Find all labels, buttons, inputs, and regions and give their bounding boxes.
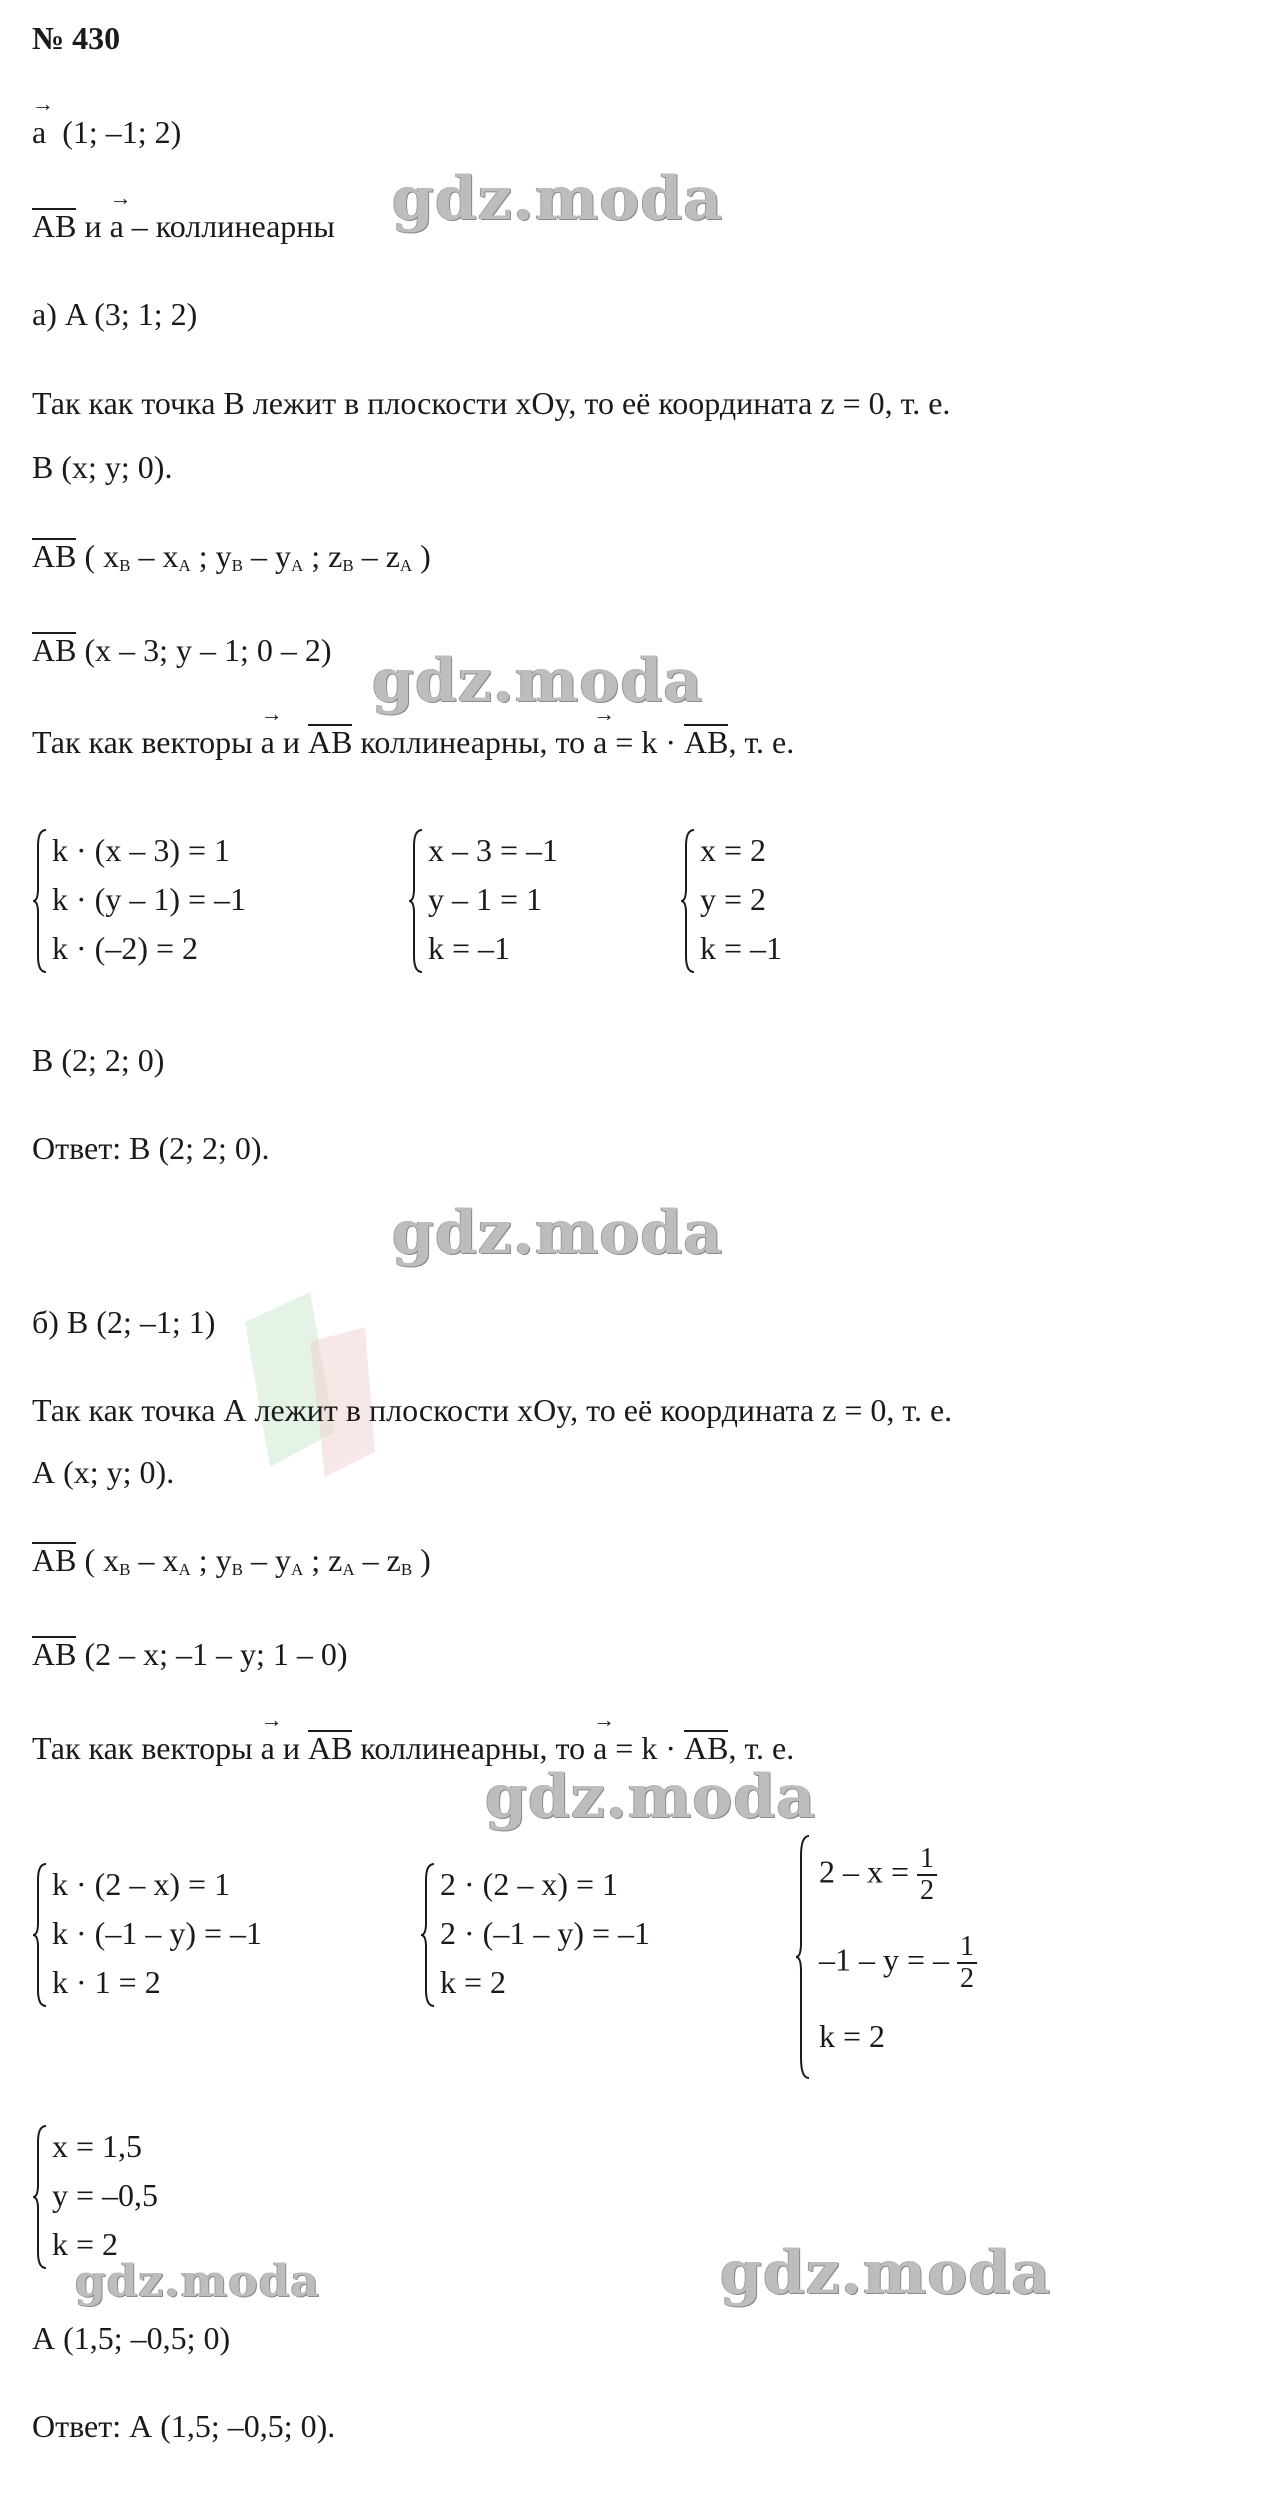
vector-a-symbol: → a xyxy=(32,112,46,152)
system-brace-icon xyxy=(680,826,698,976)
equation: k · (y – 1) = –1 xyxy=(52,881,247,917)
watermark: gdz.moda xyxy=(720,2238,1052,2308)
part-a-system-3 xyxy=(680,826,840,976)
ab-coords-value: (2 – x; –1 – y; 1 – 0) xyxy=(84,1636,348,1672)
equation: k = –1 xyxy=(700,930,783,966)
equation: k = 2 xyxy=(819,2018,886,2054)
part-a-system-1 xyxy=(32,826,342,976)
part-b-answer: Ответ: А (1,5; –0,5; 0). xyxy=(32,2408,336,2444)
watermark: gdz.moda xyxy=(392,1198,724,1268)
equation: 2 – x = $\frac{1}{2}$ xyxy=(819,1844,937,1906)
part-a-label: а) A (3; 1; 2) xyxy=(32,296,198,332)
watermark: gdz.moda xyxy=(392,164,724,234)
vector-ab-symbol: AB xyxy=(307,1730,353,1766)
vector-ab-symbol: AB xyxy=(683,1730,729,1766)
vector-ab-symbol: AB xyxy=(32,208,77,244)
part-b-system-4 xyxy=(32,2122,232,2272)
given-vector-a xyxy=(32,112,181,152)
equation: k · (–2) = 2 xyxy=(52,930,199,966)
system-brace-icon xyxy=(32,826,50,976)
watermark: gdz.moda xyxy=(485,1762,817,1832)
and-word: и xyxy=(84,208,102,244)
vector-a-symbol: → a xyxy=(110,206,124,246)
part-b-point-a: А (x; y; 0). xyxy=(32,1454,175,1490)
vector-ab-symbol: AB xyxy=(32,538,77,574)
vector-ab-symbol: AB xyxy=(32,1636,77,1672)
fraction-one-half: $\frac{1}{2}$ xyxy=(917,1844,937,1906)
part-a-ab-formula: AB ( $x_B - x_A$ ; $y_B - y_A$ ; $z_B - z_A$ ) xyxy=(32,538,431,575)
vector-ab-symbol: AB xyxy=(683,724,729,760)
collinear-text: – коллинеарны xyxy=(131,208,335,244)
equation: k · (x – 3) = 1 xyxy=(52,832,231,868)
equation: y – 1 = 1 xyxy=(428,881,543,917)
vector-a-coords: (1; –1; 2) xyxy=(62,114,182,150)
fraction-one-half: $\frac{1}{2}$ xyxy=(957,1932,977,1994)
part-b-collinear-sentence: Так как векторы → a и AB коллинеарны, то → a = k · AB, т. е. xyxy=(32,1728,794,1768)
part-b-system-2 xyxy=(420,1860,710,2010)
system-brace-icon xyxy=(32,1860,50,2010)
watermark: gdz.moda xyxy=(75,2256,321,2307)
part-b-result: А (1,5; –0,5; 0) xyxy=(32,2320,231,2356)
equation: y = 2 xyxy=(700,881,767,917)
vector-a-symbol: → a xyxy=(261,722,275,762)
equation: y = –0,5 xyxy=(52,2177,159,2213)
ab-coords-value: (x – 3; y – 1; 0 – 2) xyxy=(84,632,332,668)
vector-ab-symbol: AB xyxy=(307,724,353,760)
equation: k · 1 = 2 xyxy=(52,1964,161,2000)
part-a-result: В (2; 2; 0) xyxy=(32,1042,165,1078)
part-a-ab-coords xyxy=(32,630,332,670)
system-brace-icon xyxy=(420,1860,438,2010)
equation: x – 3 = –1 xyxy=(428,832,559,868)
equation: k = 2 xyxy=(52,2226,119,2262)
system-brace-icon xyxy=(32,2122,50,2272)
equation: 2 · (–1 – y) = –1 xyxy=(440,1915,651,1951)
part-a-collinear-sentence: Так как векторы → a и AB коллинеарны, то → a = k · AB, т. е. xyxy=(32,722,794,762)
part-a-plane-sentence: Так как точка В лежит в плоскости xOy, то её координата z = 0, т. е. xyxy=(32,385,951,421)
part-a-system-2 xyxy=(408,826,628,976)
part-b-label: б) В (2; –1; 1) xyxy=(32,1304,216,1340)
equation: k · (–1 – y) = –1 xyxy=(52,1915,263,1951)
equation: x = 2 xyxy=(700,832,767,868)
part-b-system-3 xyxy=(795,1832,1025,2082)
vector-ab-symbol: AB xyxy=(32,1542,77,1578)
vector-a-symbol: → a xyxy=(593,1728,607,1768)
equation: k · (2 – x) = 1 xyxy=(52,1866,231,1902)
part-a-answer: Ответ: В (2; 2; 0). xyxy=(32,1130,270,1166)
part-b-ab-coords xyxy=(32,1634,348,1674)
equation: 2 · (2 – x) = 1 xyxy=(440,1866,619,1902)
part-b-system-1 xyxy=(32,1860,362,2010)
part-a-point-b: В (x; y; 0). xyxy=(32,449,173,485)
vector-ab-symbol: AB xyxy=(32,632,77,668)
given-collinear-line xyxy=(32,206,335,246)
part-b-ab-formula: AB ( $x_B - x_A$ ; $y_B - y_A$ ; $z_A - z_B$ ) xyxy=(32,1542,431,1579)
equation: k = 2 xyxy=(440,1964,507,2000)
equation: x = 1,5 xyxy=(52,2128,143,2164)
vector-a-symbol: → a xyxy=(593,722,607,762)
exercise-number: № 430 xyxy=(32,20,121,56)
system-brace-icon xyxy=(408,826,426,976)
equation: –1 – y = – $\frac{1}{2}$ xyxy=(819,1932,977,1994)
vector-a-symbol: → a xyxy=(261,1728,275,1768)
part-b-plane-sentence: Так как точка А лежит в плоскости xOy, то её координата z = 0, т. е. xyxy=(32,1392,953,1428)
equation: k = –1 xyxy=(428,930,511,966)
watermark: gdz.moda xyxy=(372,646,704,716)
system-brace-icon xyxy=(795,1832,813,2082)
